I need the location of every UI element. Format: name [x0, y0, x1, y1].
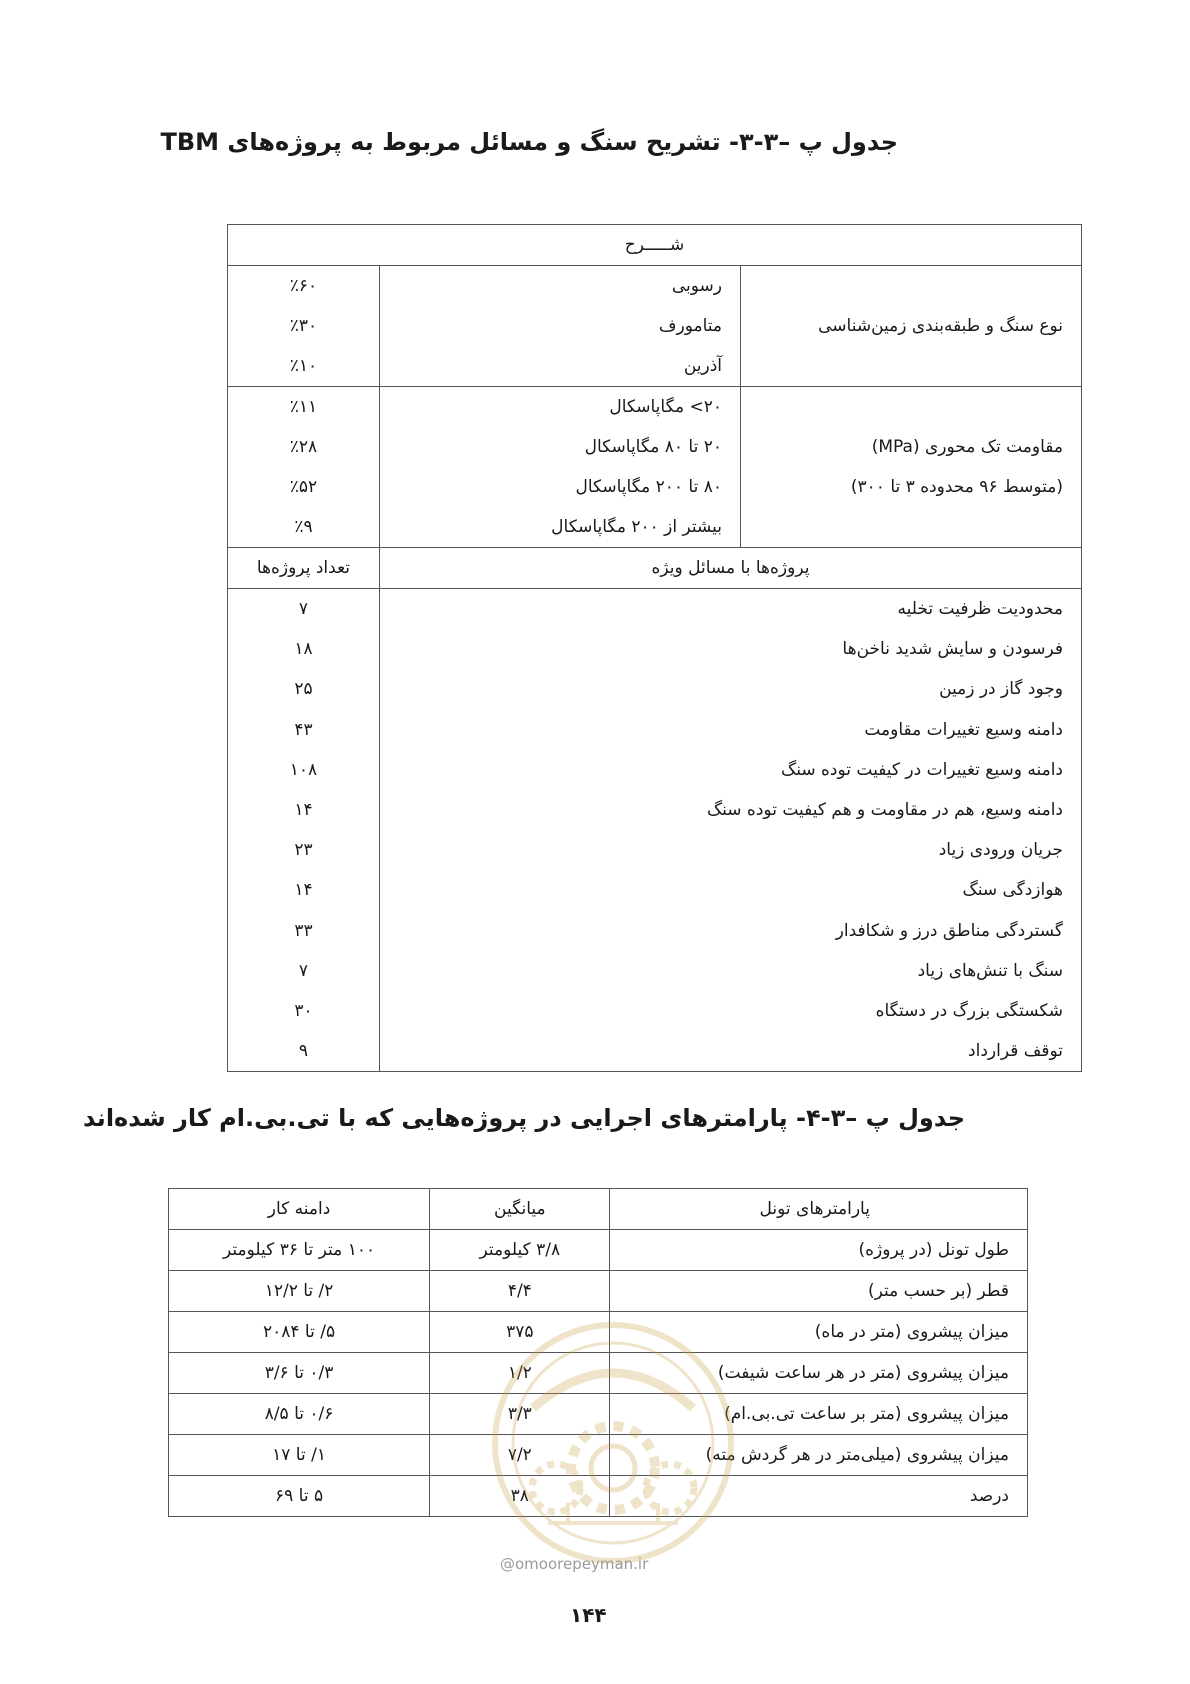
problem-name: سنگ با تنش‌های زیاد	[379, 951, 1081, 991]
problem-count: ۲۳	[228, 830, 380, 870]
problem-name: جریان ورودی زیاد	[379, 830, 1081, 870]
problem-count: ۷	[228, 951, 380, 991]
param-name: طول تونل (در پروژه)	[610, 1230, 1028, 1271]
problem-count: ۷	[228, 589, 380, 630]
param-range: ۰/۳ تا ۳/۶	[169, 1353, 430, 1394]
param-avg: ۳۸	[430, 1476, 610, 1517]
param-range: ۱/ تا ۱۷	[169, 1435, 430, 1476]
problem-name: دامنه وسیع تغییرات مقاومت	[379, 710, 1081, 750]
strength-value: ٪۹	[228, 507, 380, 548]
strength-label-line2: (متوسط ۹۶ محدوده ۳ تا ۳۰۰)	[850, 477, 1063, 497]
watermark-seal-icon	[488, 1318, 738, 1568]
problem-count: ۳۰	[228, 991, 380, 1031]
strength-label-line1: مقاومت تک محوری (MPa)	[871, 437, 1063, 457]
strength-label	[741, 387, 1082, 548]
param-name: درصد	[610, 1476, 1028, 1517]
problem-name: شکستگی بزرگ در دستگاه	[379, 991, 1081, 1031]
rock-type-value: ٪۱۰	[228, 346, 380, 387]
count-header: تعداد پروژه‌ها	[228, 548, 380, 589]
param-avg: ۴/۴	[430, 1271, 610, 1312]
rock-type-item: رسوبی	[379, 266, 740, 307]
param-avg: ۳۷۵	[430, 1312, 610, 1353]
problem-name: هوازدگی سنگ	[379, 870, 1081, 910]
strength-item: ۲۰> مگاپاسکال	[379, 387, 740, 428]
avg-header: میانگین	[430, 1189, 610, 1230]
rock-type-item: آذرین	[379, 346, 740, 387]
param-name: میزان پیشروی (متر در هر ساعت شیفت)	[610, 1353, 1028, 1394]
range-header: دامنه کار	[169, 1189, 430, 1230]
param-range: ۵ تا ۶۹	[169, 1476, 430, 1517]
param-avg: ۱/۲	[430, 1353, 610, 1394]
problem-count: ۱۴	[228, 870, 380, 910]
page-number: ۱۴۴	[570, 1603, 607, 1627]
rock-type-value: ٪۶۰	[228, 266, 380, 307]
param-avg: ۳/۸ کیلومتر	[430, 1230, 610, 1271]
problem-name: گستردگی مناطق درز و شکافدار	[379, 911, 1081, 951]
problems-header: پروژه‌ها با مسائل ویژه	[379, 548, 1081, 589]
problem-name: دامنه وسیع، هم در مقاومت و هم کیفیت توده سنگ	[379, 790, 1081, 830]
problem-name: وجود گاز در زمین	[379, 669, 1081, 709]
table1-title: جدول پ –۳-۳- تشریح سنگ و مسائل مربوط به پروژه‌های TBM	[160, 128, 898, 156]
strength-value: ٪۲۸	[228, 427, 380, 467]
param-header: پارامترهای تونل	[610, 1189, 1028, 1230]
param-name: میزان پیشروی (میلی‌متر در هر گردش مته)	[610, 1435, 1028, 1476]
param-name: قطر (بر حسب متر)	[610, 1271, 1028, 1312]
problem-name: محدودیت ظرفیت تخلیه	[379, 589, 1081, 630]
rock-type-label: نوع سنگ و طبقه‌بندی زمین‌شناسی	[741, 266, 1082, 387]
problem-count: ۹	[228, 1031, 380, 1072]
problem-name: توقف قرارداد	[379, 1031, 1081, 1072]
param-name: میزان پیشروی (متر بر ساعت تی.بی.ام)	[610, 1394, 1028, 1435]
problem-count: ۴۳	[228, 710, 380, 750]
problem-count: ۱۴	[228, 790, 380, 830]
param-name: میزان پیشروی (متر در ماه)	[610, 1312, 1028, 1353]
strength-item: ۲۰ تا ۸۰ مگاپاسکال	[379, 427, 740, 467]
problem-count: ۱۰۸	[228, 750, 380, 790]
strength-item: ۸۰ تا ۲۰۰ مگاپاسکال	[379, 467, 740, 507]
table2-title: جدول پ –۳-۴- پارامترهای اجرایی در پروژه‌هایی که با تی.بی.ام کار شده‌اند	[82, 1104, 965, 1132]
param-avg: ۳/۳	[430, 1394, 610, 1435]
strength-value: ٪۱۱	[228, 387, 380, 428]
rock-type-item: متامورف	[379, 306, 740, 346]
param-range: ۲/ تا ۱۲/۲	[169, 1271, 430, 1312]
problem-count: ۱۸	[228, 629, 380, 669]
rock-type-value: ٪۳۰	[228, 306, 380, 346]
strength-value: ٪۵۲	[228, 467, 380, 507]
param-range: ۱۰۰ متر تا ۳۶ کیلومتر	[169, 1230, 430, 1271]
param-range: ۵/ تا ۲۰۸۴	[169, 1312, 430, 1353]
problem-name: فرسودن و سایش شدید ناخن‌ها	[379, 629, 1081, 669]
rock-problems-table	[227, 224, 1082, 1072]
param-range: ۰/۶ تا ۸/۵	[169, 1394, 430, 1435]
problem-name: دامنه وسیع تغییرات در کیفیت توده سنگ	[379, 750, 1081, 790]
problem-count: ۳۳	[228, 911, 380, 951]
param-avg: ۷/۲	[430, 1435, 610, 1476]
table1-header: شـــــرح	[228, 225, 1082, 266]
problem-count: ۲۵	[228, 669, 380, 709]
watermark-site: @omoorepeyman.ir	[500, 1555, 649, 1573]
strength-item: بیشتر از ۲۰۰ مگاپاسکال	[379, 507, 740, 548]
